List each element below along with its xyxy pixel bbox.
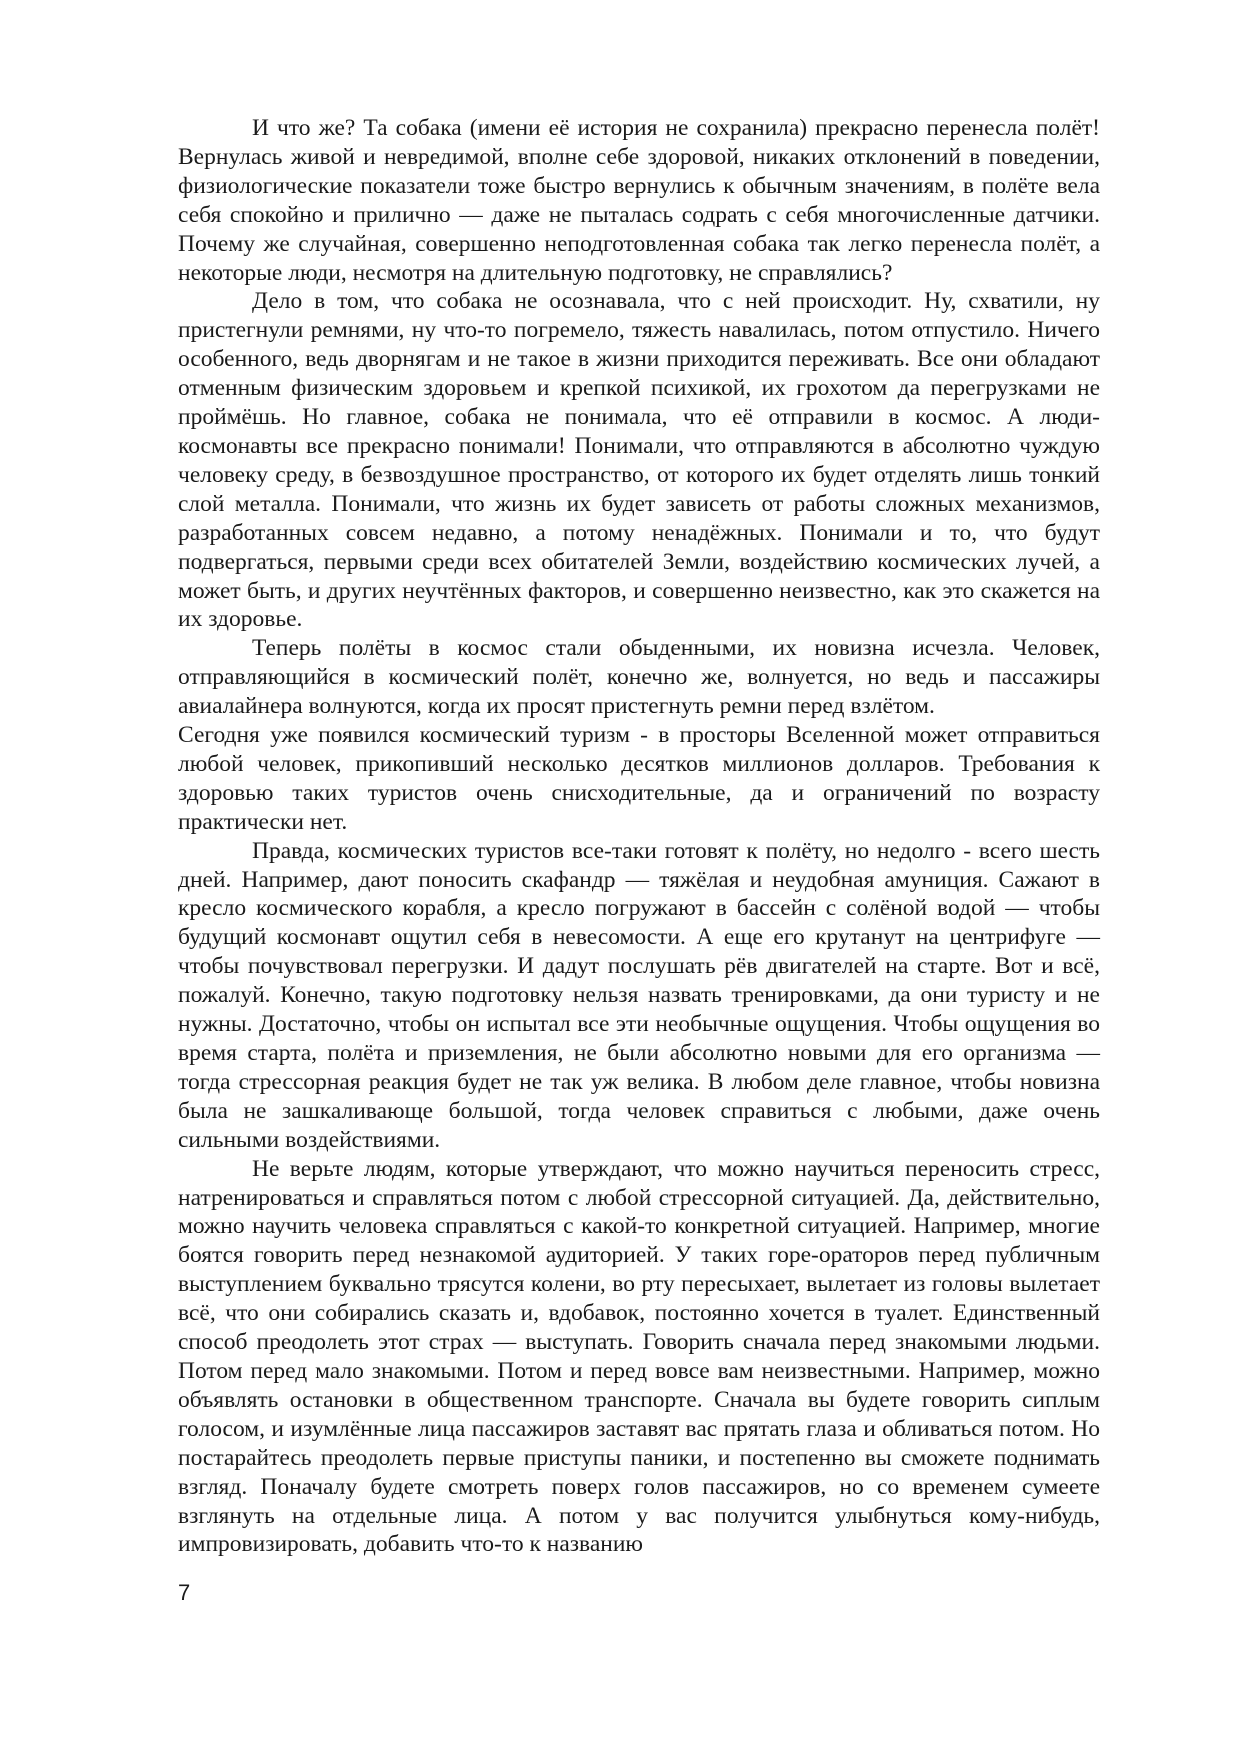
document-page <box>178 114 1100 1559</box>
paragraph-dog-flight: И что же? Та собака (имени её история не сохранила) прекрасно перенесла полёт! Вернулась живой и невредимой, вполне себе здоровой, никаких отклонений в поведении, физиологические показатели тоже быстро вернулись к обычным значениям, в полёте вела себя спокойно и прилично — даже не пыталась содрать с себя многочисленные датчики. Почему же случайная, совершенно неподготовленная собака так легко перенесла полёт, а некоторые люди, несмотря на длительную подготовку, не справлялись? <box>178 115 1100 286</box>
page-number: 7 <box>178 1580 191 1605</box>
paragraph-dog-unaware: Дело в том, что собака не осознавала, что с ней происходит. Ну, схватили, ну пристегнули ремнями, ну что-то погремело, тяжесть навалилась, потом отпустило. Ничего особенного, ведь дворнягам и не такое в жизни приходится переживать. Все они обладают отменным физическим здоровьем и крепкой психикой, их грохотом да перегрузками не проймёшь. Но главное, собака не понимала, что её отправили в космос. А люди-космонавты все прекрасно понимали! Понимали, что отправляются в абсолютно чуждую человеку среду, в безвоздушное пространство, от которого их будет отделять лишь тонкий слой металла. Понимали, что жизнь их будет зависеть от работы сложных механизмов, разработанных совсем недавно, а потому ненадёжных. Понимали и то, что будут подвергаться, первыми среди всех обитателей Земли, воздействию космических лучей, а может быть, и других неучтённых факторов, и совершенно неизвестно, как это скажется на их здоровье. <box>178 288 1100 633</box>
paragraph-space-tourism: Сегодня уже появился космический туризм - в просторы Вселенной может отправиться любой человек, прикопивший несколько десятков миллионов долларов. Требования к здоровью таких туристов очень снисходительные, да и ограничений по возрасту практически нет. <box>178 722 1100 835</box>
paragraph-flights-ordinary: Теперь полёты в космос стали обыденными, их новизна исчезла. Человек, отправляющийся в космический полёт, конечно же, волнуется, но ведь и пассажиры авиалайнера волнуются, когда их просят пристегнуть ремни перед взлётом. <box>178 635 1100 720</box>
paragraph-tourist-training: Правда, космических туристов все-таки готовят к полёту, но недолго - всего шесть дней. Например, дают поносить скафандр — тяжёлая и неудобная амуниция. Сажают в кресло космического корабля, а кресло погружают в бассейн с солёной водой — чтобы будущий космонавт ощутил себя в невесомости. А еще его крутанут на центрифуге — чтобы почувствовал перегрузки. И дадут послушать рёв двигателей на старте. Вот и всё, пожалуй. Конечно, такую подготовку нельзя назвать тренировками, да они туристу и не нужны. Достаточно, чтобы он испытал все эти необычные ощущения. Чтобы ощущения во время старта, полёта и приземления, не были абсолютно новыми для его организма — тогда стрессорная реакция будет не так уж велика. В любом деле главное, чтобы новизна была не зашкаливающе большой, тогда человек справиться с любыми, даже очень сильными воздействиями. <box>178 837 1100 1153</box>
paragraph-stress-training: Не верьте людям, которые утверждают, что можно научиться переносить стресс, натренироваться и справляться потом с любой стрессорной ситуацией. Да, действительно, можно научить человека справляться с какой-то конкретной ситуацией. Например, многие боятся говорить перед незнакомой аудиторией. У таких горе-ораторов перед публичным выступлением буквально трясутся колени, во рту пересыхает, вылетает из головы вылетает всё, что они собирались сказать и, вдобавок, постоянно хочется в туалет. Единственный способ преодолеть этот страх — выступать. Говорить сначала перед знакомыми людьми. Потом перед мало знакомыми. Потом и перед вовсе вам неизвестными. Например, можно объявлять остановки в общественном транспорте. Сначала вы будете говорить сиплым голосом, и изумлённые лица пассажиров заставят вас прятать глаза и обливаться потом. Но постарайтесь преодолеть первые приступы паники, и постепенно вы сможете поднимать взгляд. Поначалу будете смотреть поверх голов пассажиров, но со временем сумеете взглянуть на отдельные лица. А потом у вас получится улыбнуться кому-нибудь, импровизировать, добавить что-то к названию <box>178 1155 1100 1558</box>
